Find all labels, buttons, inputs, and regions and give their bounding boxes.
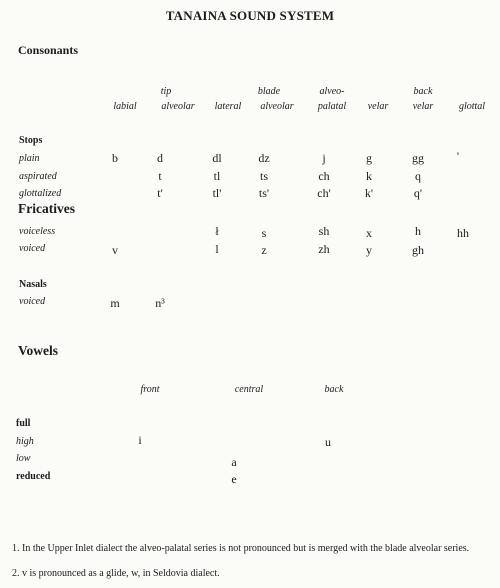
row-label-voiced: voiced — [19, 243, 46, 254]
cell-v: v — [112, 243, 118, 257]
col-header-top-alveo: alveo- — [319, 86, 345, 97]
cell-z: z — [261, 243, 267, 257]
cell-k-glottalized: k' — [364, 186, 374, 200]
consonants-heading: Consonants — [18, 43, 79, 57]
vowel-col-back: back — [324, 384, 344, 395]
vowel-col-central: central — [234, 384, 264, 395]
cell-barred-l: ł — [215, 224, 219, 238]
cell-q: q — [415, 169, 421, 183]
cell-m: m — [110, 296, 120, 310]
vowel-i: i — [138, 433, 142, 447]
cell-gg: gg — [412, 151, 424, 165]
cell-ts-glottalized: ts' — [258, 186, 270, 200]
vowel-u: u — [325, 435, 331, 449]
cell-b: b — [112, 151, 118, 165]
col-header-top-back: back — [413, 86, 433, 97]
nasals-heading: Nasals — [19, 279, 47, 290]
row-label-nasal-voiced: voiced — [19, 296, 46, 307]
cell-gh: gh — [412, 243, 424, 257]
cell-k: k — [366, 169, 372, 183]
cell-tl-glottalized: tl' — [212, 186, 222, 200]
stops-heading: Stops — [19, 135, 43, 146]
col-header-blade-alveolar: alveolar — [260, 101, 294, 112]
cell-g: g — [366, 151, 372, 165]
cell-h: h — [415, 224, 421, 238]
vowels-heading: Vowels — [18, 343, 59, 358]
cell-l: l — [215, 242, 219, 256]
vowel-e: e — [231, 472, 237, 486]
cell-sh: sh — [318, 224, 330, 238]
col-header-glottal: glottal — [458, 101, 486, 112]
footnote-2: 2. v is pronounced as a glide, w, in Seldovia dialect. — [12, 568, 220, 579]
row-label-plain: plain — [19, 153, 40, 164]
cell-d: d — [157, 151, 163, 165]
row-label-aspirated: aspirated — [19, 171, 57, 182]
col-header-velar: velar — [367, 101, 389, 112]
row-label-glottalized: glottalized — [19, 188, 62, 199]
col-header-back-velar: velar — [412, 101, 434, 112]
vowel-row-low: low — [16, 453, 31, 464]
cell-dl: dl — [212, 151, 222, 165]
cell-dz: dz — [258, 151, 270, 165]
vowel-row-full: full — [16, 418, 31, 429]
cell-tl: tl — [213, 169, 221, 183]
cell-s: s — [261, 226, 267, 240]
col-header-alveolar: alveolar — [161, 101, 195, 112]
col-header-palatal: palatal — [317, 101, 347, 112]
fricatives-heading: Fricatives — [18, 201, 75, 216]
page-title: TANAINA SOUND SYSTEM — [165, 8, 335, 23]
cell-glottal-stop: ' — [456, 149, 460, 163]
cell-x: x — [366, 226, 372, 240]
cell-t: t — [158, 169, 162, 183]
cell-n: n³ — [155, 296, 165, 310]
col-header-top-tip: tip — [160, 86, 172, 97]
cell-ch-glottalized: ch' — [317, 186, 331, 200]
footnote-1: 1. In the Upper Inlet dialect the alveo-palatal series is not pronounced but is merged with the blade alveolar series. — [12, 543, 470, 554]
vowel-a: a — [231, 455, 237, 469]
row-label-voiceless: voiceless — [19, 226, 56, 237]
col-header-top-blade: blade — [257, 86, 281, 97]
vowel-col-front: front — [140, 384, 160, 395]
cell-q-glottalized: q' — [413, 186, 423, 200]
cell-ts: ts — [259, 169, 268, 183]
cell-t-glottalized: t' — [157, 186, 163, 200]
vowel-row-reduced: reduced — [16, 471, 51, 482]
cell-hh: hh — [457, 226, 469, 240]
cell-zh: zh — [318, 242, 330, 256]
cell-j: j — [322, 151, 326, 165]
col-header-lateral: lateral — [214, 101, 242, 112]
vowel-row-high: high — [16, 436, 34, 447]
cell-ch: ch — [318, 169, 330, 183]
col-header-labial: labial — [113, 101, 137, 112]
cell-y: y — [366, 243, 372, 257]
